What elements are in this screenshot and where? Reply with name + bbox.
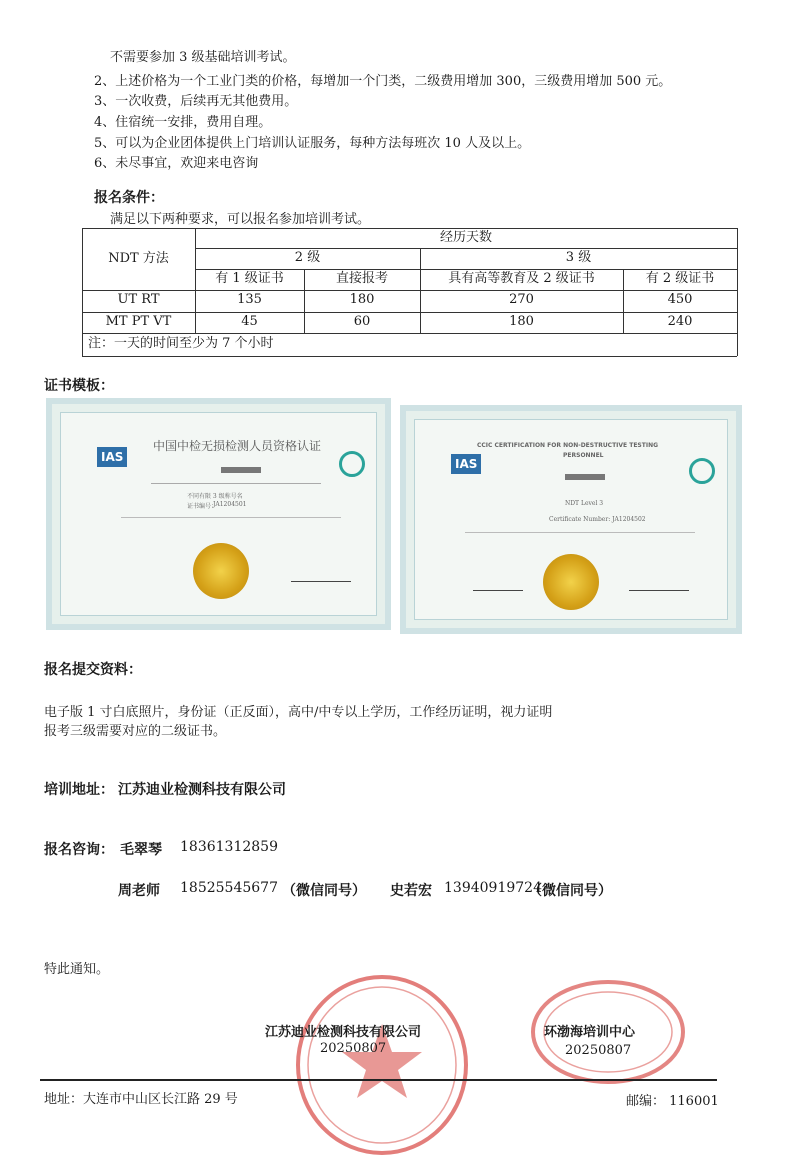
cert-level: NDT Level 3: [565, 500, 604, 507]
note-3: 3、一次收费，后续再无其他费用。: [94, 94, 298, 109]
table-cell: 135: [237, 292, 262, 307]
requirements-intro: 满足以下两种要求，可以报名参加培训考试。: [110, 212, 371, 227]
cert-title-2: PERSONNEL: [563, 452, 604, 459]
company-stamp-icon: [292, 972, 472, 1158]
cert-line: [465, 532, 695, 533]
submission-line-1: 电子版 1 寸白底照片，身份证（正反面），高中/中专以上学历，工作经历证明，视力证明: [44, 705, 553, 720]
cert-title: 中国中检无损检测人员资格认证: [153, 439, 322, 453]
table-cell: 60: [353, 314, 371, 329]
table-cell: 180: [349, 292, 375, 307]
footer-address: 地址：大连市中山区长江路 29 号: [44, 1092, 238, 1107]
signature-center: 环渤海培训中心: [544, 1025, 636, 1040]
submission-heading: 报名提交资料：: [44, 662, 142, 678]
footer-postcode: 邮编： 116001: [626, 1094, 719, 1109]
table-cell: 240: [667, 314, 693, 329]
notice-text: 特此通知。: [44, 962, 110, 977]
signature-line: [629, 590, 689, 591]
signature-line: [291, 581, 351, 582]
table-subheader: 有 1 级证书: [215, 271, 284, 286]
certificate-right: [400, 405, 742, 634]
certificates-heading: 证书模板：: [44, 378, 114, 394]
cert-title: CCIC CERTIFICATION FOR NON-DESTRUCTIVE TESTING: [477, 442, 659, 449]
training-address-label: 培训地址：: [44, 782, 114, 798]
contact-phone[interactable]: 18525545677: [180, 880, 278, 896]
contact-phone[interactable]: 18361312859: [180, 839, 278, 855]
signature-center-date: 20250807: [565, 1043, 632, 1058]
contact-note: （微信同号）: [282, 883, 366, 899]
cert-line-a: 不同有限 3 级称号名: [187, 493, 243, 500]
cert-line: [121, 517, 341, 518]
table-cell: 180: [509, 314, 534, 329]
contact-note: （微信同号）: [528, 883, 612, 899]
ccic-logo-icon: [339, 451, 365, 477]
signature-company: 江苏迪业检测科技有限公司: [265, 1025, 422, 1040]
table-level2-header: 2 级: [294, 250, 321, 265]
training-address-value: 江苏迪业检测科技有限公司: [118, 782, 286, 798]
contact-name: 史若宏: [390, 883, 432, 899]
table-days-header: 经历天数: [439, 230, 492, 245]
table-subheader: 有 2 级证书: [645, 271, 715, 286]
contact-name: 毛翠琴: [120, 842, 162, 858]
cert-no: Certificate Number: JA1204502: [549, 516, 646, 523]
certificate-left: [46, 398, 391, 630]
table-cell: 450: [667, 292, 693, 307]
note-5: 5、可以为企业团体提供上门培训认证服务，每种方法每班次 10 人及以上。: [94, 136, 531, 151]
contact-phone[interactable]: 13940919724: [444, 880, 542, 896]
signature-company-date: 20250807: [320, 1041, 387, 1056]
ias-logo: IAS: [97, 447, 127, 467]
table-cell: 45: [241, 314, 258, 329]
cert-photo-redacted: [565, 474, 605, 480]
note-2: 2、上述价格为一个工业门类的价格，每增加一个门类，二级费用增加 300，三级费用增加 500 元。: [94, 74, 672, 89]
table-level3-header: 3 级: [565, 250, 592, 265]
submission-line-2: 报考三级需要对应的二级证书。: [44, 724, 227, 739]
table-cell: 270: [509, 292, 534, 307]
consult-label: 报名咨询：: [44, 842, 114, 858]
requirements-heading: 报名条件：: [94, 190, 164, 206]
ias-logo: IAS: [451, 454, 481, 474]
gold-seal-icon: [193, 543, 249, 599]
table-row-method: MT PT VT: [105, 314, 172, 329]
table-row-method: UT RT: [117, 292, 160, 307]
contact-name: 周老师: [118, 883, 160, 899]
cert-no-label: 证书编号：: [187, 503, 218, 510]
note-6: 6、未尽事宜，欢迎来电咨询: [94, 156, 259, 171]
table-subheader: 具有高等教育及 2 级证书: [448, 271, 595, 286]
cert-line: [151, 483, 321, 484]
cert-no: JA1204501: [213, 501, 247, 508]
signature-line: [473, 590, 523, 591]
footer-rule: [40, 1079, 717, 1081]
experience-table: [82, 228, 737, 356]
ccic-logo-icon: [689, 458, 715, 484]
table-note: 注：一天的时间至少为 7 个小时: [88, 336, 274, 351]
table-method-header: NDT 方法: [108, 251, 169, 266]
note-1: 不需要参加 3 级基础培训考试。: [110, 50, 296, 65]
cert-photo-redacted: [221, 467, 261, 473]
note-4: 4、住宿统一安排，费用自理。: [94, 115, 272, 130]
table-subheader: 直接报考: [335, 271, 388, 286]
gold-seal-icon: [543, 554, 599, 610]
